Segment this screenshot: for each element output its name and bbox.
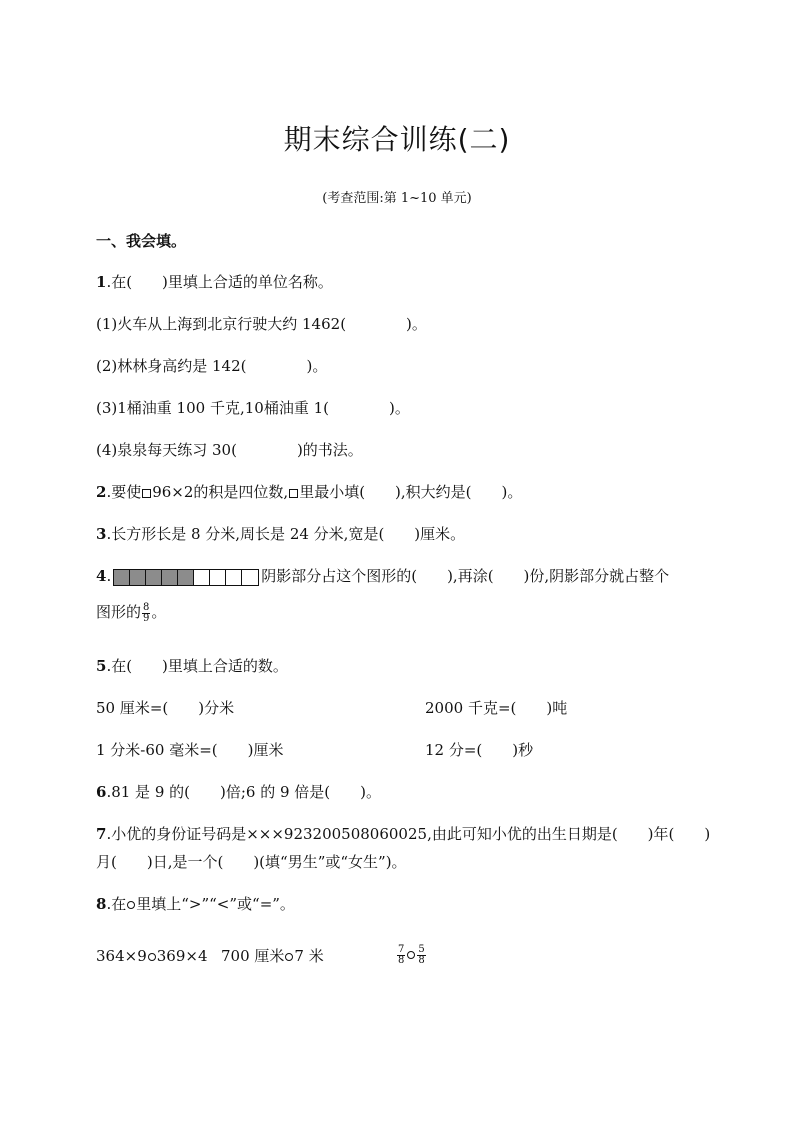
fraction-denominator: 8: [418, 954, 425, 966]
compare-left: 700 厘米: [221, 947, 285, 965]
circle-placeholder-icon: [148, 953, 156, 961]
grid-cell-empty: [210, 570, 226, 585]
fraction-numerator: 7: [398, 943, 405, 955]
grid-cell-empty: [242, 570, 258, 585]
question-number: 7: [96, 825, 107, 843]
grid-cell-empty: [226, 570, 242, 585]
q8-item-2: [221, 946, 324, 966]
fraction-grid: [113, 569, 259, 586]
question-text: .81 是 9 的( )倍;6 的 9 倍是( )。: [106, 783, 381, 801]
q1-item-1: (1)火车从上海到北京行驶大约 1462( )。: [96, 315, 427, 333]
question-5: [96, 656, 288, 676]
fraction-denominator: 9: [143, 612, 150, 624]
question-3: [96, 524, 465, 544]
q5-item-1: 50 厘米=( )分米: [96, 699, 235, 717]
q5-item-3: 1 分米-60 毫米=( )厘米: [96, 741, 284, 759]
q1-item-2: (2)林林身高约是 142( )。: [96, 357, 328, 375]
grid-cell-shaded: [114, 570, 130, 585]
q8-item-1: [96, 946, 208, 966]
question-number: 1: [96, 273, 107, 291]
question-number: 8: [96, 895, 107, 913]
fraction: [142, 603, 150, 624]
question-4-line-2: [96, 602, 166, 624]
section-heading: 一、我会填。: [96, 232, 187, 250]
grid-cell-empty: [194, 570, 210, 585]
question-7: [96, 824, 710, 844]
question-text: .长方形长是 8 分米,周长是 24 分米,宽是( )厘米。: [106, 525, 466, 543]
grid-cell-shaded: [146, 570, 162, 585]
question-text: .在: [106, 895, 127, 913]
grid-cell-shaded: [178, 570, 194, 585]
page-title: 期末综合训练(二): [283, 123, 511, 156]
exam-scope: (考查范围:第 1~10 单元): [322, 191, 472, 206]
question-2: [96, 482, 522, 502]
question-7-line-2: 月( )日,是一个( )(填“男生”或“女生”)。: [96, 853, 407, 871]
question-1: [96, 272, 333, 292]
question-text: 里填上“>”“<”或“=”。: [136, 895, 295, 913]
question-text: .小优的身份证号码是×××923200508060025,由此可知小优的出生日期是( )年( ): [106, 825, 711, 843]
question-text: .要使: [106, 483, 142, 501]
question-text: 阴影部分占这个图形的( ),再涂( )份,阴影部分就占整个: [261, 567, 670, 585]
fraction-numerator: 8: [143, 601, 150, 613]
grid-cell-shaded: [162, 570, 178, 585]
q1-item-4: (4)泉泉每天练习 30( )的书法。: [96, 441, 363, 459]
fraction-denominator: 8: [398, 954, 405, 966]
question-text: 图形的: [96, 603, 142, 621]
question-number: 3: [96, 525, 107, 543]
circle-placeholder-icon: [407, 951, 415, 959]
fraction-numerator: 5: [418, 943, 425, 955]
q8-item-3: [396, 944, 427, 966]
q5-item-4: 12 分=( )秒: [425, 741, 534, 759]
question-number: 5: [96, 657, 107, 675]
square-placeholder-icon: [142, 489, 151, 498]
question-number: 6: [96, 783, 107, 801]
compare-left: 364×9: [96, 947, 147, 965]
question-text: 里最小填( ),积大约是( )。: [299, 483, 523, 501]
question-4: 4. 阴影部分占这个图形的( ),再涂( )份,阴影部分就占整个: [96, 567, 670, 585]
question-number: 2: [96, 483, 107, 501]
q1-item-3: (3)1桶油重 100 千克,10桶油重 1( )。: [96, 399, 410, 417]
compare-right: 7 米: [294, 947, 324, 965]
question-text: .在( )里填上合适的数。: [106, 657, 288, 675]
question-text: 96×2的积是四位数,: [152, 483, 289, 501]
fraction: [397, 945, 405, 966]
punctuation: 。: [151, 603, 167, 621]
circle-placeholder-icon: [285, 953, 293, 961]
question-text: .在( )里填上合适的单位名称。: [106, 273, 333, 291]
question-8: [96, 894, 295, 914]
question-6: [96, 782, 381, 802]
q5-item-2: 2000 千克=( )吨: [425, 699, 568, 717]
question-number: 4: [96, 567, 107, 585]
compare-right: 369×4: [156, 947, 208, 965]
circle-placeholder-icon: [127, 901, 135, 909]
square-placeholder-icon: [289, 489, 298, 498]
grid-cell-shaded: [130, 570, 146, 585]
fraction: [417, 945, 425, 966]
